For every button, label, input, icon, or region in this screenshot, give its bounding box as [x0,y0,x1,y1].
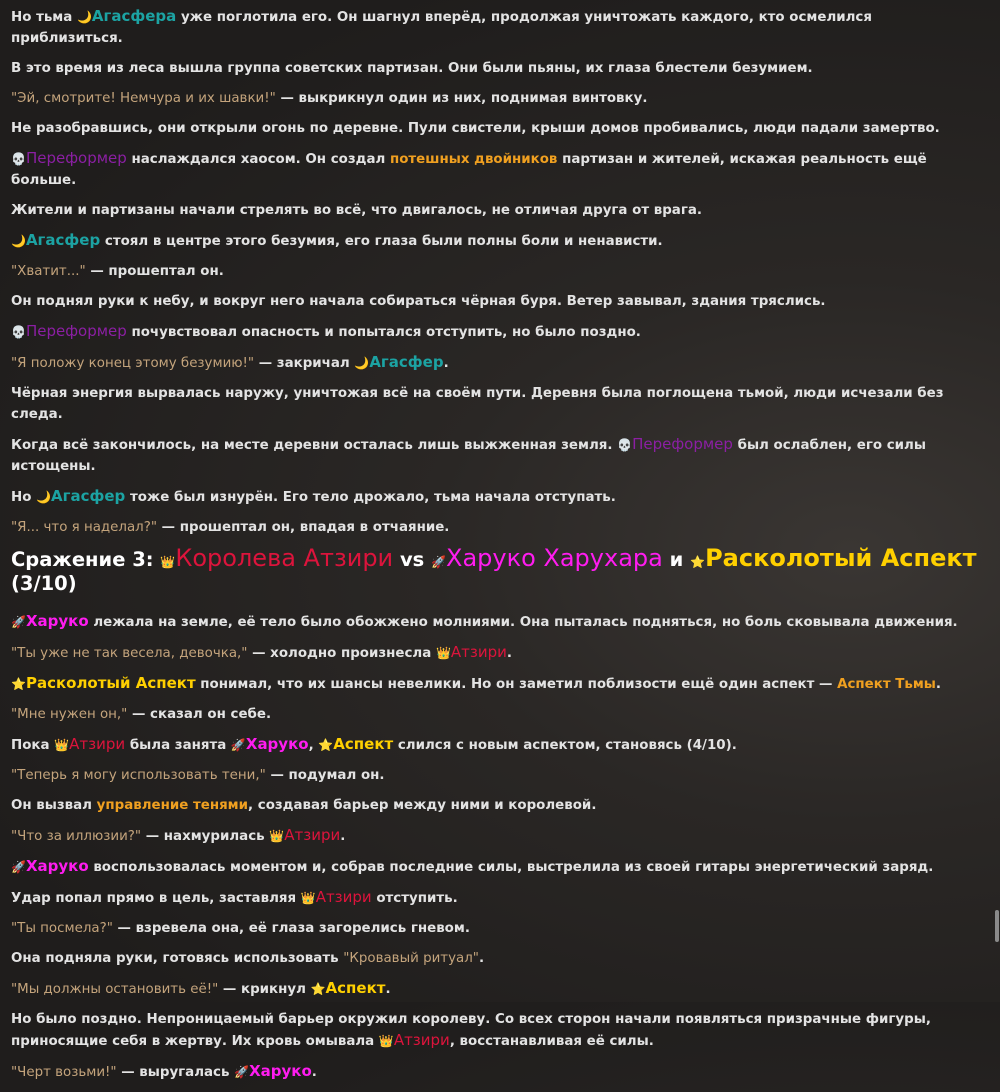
quote: "Мне нужен он," [11,707,128,722]
paragraph: "Хватит..." — прошептал он. [11,264,224,279]
crown-icon: 👑 [378,1034,394,1048]
crown-icon: 👑 [269,829,285,843]
name-agasfer: Агасфера [91,7,177,25]
paragraph: Он вызвал управление тенями, создавая барьер между ними и королевой. [11,798,597,813]
rocket-icon: 🚀 [11,615,26,629]
paragraph: "Эй, смотрите! Немчура и их шавки!" — выкрикнул один из них, поднимая винтовку. [11,91,648,106]
paragraph: Пока 👑Атзири была занята 🚀Харуко, ⭐Аспект слился с новым аспектом, становясь (4/10). [11,735,737,753]
paragraph: 🚀Харуко воспользовалась моментом и, собрав последние силы, выстрелила из своей гитары энергетический заряд. [11,857,934,875]
rocket-icon: 🚀 [11,860,26,874]
paragraph: Чёрная энергия вырвалась наружу, уничтожая всё на своём пути. Деревня была поглощена тьмой, люди исчезали без следа. [11,386,944,422]
paragraph: Жители и партизаны начали стрелять во всё, что двигалось, не отличая друга от врага. [11,203,702,218]
paragraph: Удар попал прямо в цель, заставляя 👑Атзири отступить. [11,888,458,906]
name-haruko: Харуко [249,1062,312,1080]
paragraph: Но тьма 🌙Агасфера уже поглотила его. Он шагнул вперёд, продолжая уничтожать каждого, кто осмелился приблизиться. [11,7,872,46]
crown-icon: 👑 [300,891,316,905]
crown-icon: 👑 [54,738,70,752]
paragraph: "Мне нужен он," — сказал он себе. [11,707,272,722]
battle-count: (3/10) [11,572,77,595]
name-pereforser: Переформер [632,435,733,453]
name-atziri: Атзири [69,735,126,753]
name-queen-atziri: Королева Атзири [175,544,394,572]
name-agasfer: Агасфер [25,231,101,249]
rocket-icon: 🚀 [431,555,447,569]
star-icon: ⭐ [690,555,706,569]
highlight-ritual: "Кровавый ритуал" [343,951,479,966]
quote: "Теперь я могу использовать тени," [11,768,266,783]
name-broken-aspect: Расколотый Аспект [25,674,196,692]
paragraph: 💀Переформер наслаждался хаосом. Он создал потешных двойников партизан и жителей, искажая реальность ещё больше. [11,149,927,188]
name-broken-aspect: Расколотый Аспект [705,544,977,572]
paragraph: Он поднял руки к небу, и вокруг него начала собираться чёрная буря. Ветер завывал, здания тряслись. [11,294,826,309]
paragraph: "Что за иллюзии?" — нахмурилась 👑Атзири. [11,826,346,844]
crown-icon: 👑 [435,646,451,660]
star-icon: ⭐ [310,982,326,996]
moon-icon: 🌙 [36,490,52,504]
star-icon: ⭐ [318,738,334,752]
name-haruko: Харуко [25,612,89,630]
name-aspect: Аспект [325,979,386,997]
paragraph: В это время из леса вышла группа советских партизан. Они были пьяны, их глаза блестели безумием. [11,61,813,76]
star-icon: ⭐ [11,677,26,691]
paragraph: "Мы должны остановить её!" — крикнул ⭐Аспект. [11,979,391,997]
name-haruko: Харуко [25,857,89,875]
paragraph: "Теперь я могу использовать тени," — подумал он. [11,768,385,783]
name-aspect: Аспект [333,735,394,753]
paragraph: Но было поздно. Непроницаемый барьер окружил королеву. Со всех сторон начали появляться призрачные фигуры, приносящие себя в жертву. Их кровь омывала 👑Атзири, восстанавливая её силы. [11,1012,931,1049]
name-atziri: Атзири [450,643,507,661]
name-atziri: Атзири [393,1031,450,1049]
highlight-ability: потешных двойников [389,152,558,167]
name-atziri: Атзири [284,826,341,844]
moon-icon: 🌙 [354,356,370,370]
moon-icon: 🌙 [76,10,92,24]
quote: "Я... что я наделал?" [11,520,158,535]
battle-heading: Сражение 3: 👑Королева Атзири vs 🚀Харуко Харухара и ⭐Расколотый Аспект (3/10) [11,544,977,595]
paragraph: ⭐Расколотый Аспект понимал, что их шансы невелики. Но он заметил поблизости ещё один аспект — Аспект Тьмы. [11,674,942,692]
paragraph: "Ты посмела?" — взревела она, её глаза загорелись гневом. [11,921,470,936]
name-haruko-full: Харуко Харухара [446,544,663,572]
quote: "Черт возьми!" [11,1065,117,1080]
name-pereforser: Переформер [25,322,127,340]
rocket-icon: 🚀 [230,738,246,752]
paragraph: 💀Переформер почувствовал опасность и попытался отступить, но было поздно. [11,322,641,340]
quote: "Ты уже не так весела, девочка," [11,646,248,661]
quote: "Ты посмела?" [11,921,113,936]
paragraph: "Я... что я наделал?" — прошептал он, впадая в отчаяние. [11,520,450,535]
name-agasfer: Агасфер [51,487,126,505]
paragraph: Когда всё закончилось, на месте деревни осталась лишь выжженная земля. 💀Переформер был ослаблен, его силы истощены. [11,435,926,474]
name-haruko: Харуко [245,735,309,753]
quote: "Что за иллюзии?" [11,829,142,844]
moon-icon: 🌙 [11,234,26,248]
quote: "Хватит..." [11,264,86,279]
paragraph: Она подняла руки, готовясь использовать "Кровавый ритуал". [11,951,485,966]
skull-icon: 💀 [11,325,26,339]
paragraph: 🚀Харуко лежала на земле, её тело было обожжено молниями. Она пыталась подняться, но боль сковывала движения. [11,612,958,630]
quote: "Я положу конец этому безумию!" [11,356,255,371]
paragraph: Не разобравшись, они открыли огонь по деревне. Пули свистели, крыши домов пробивались, люди падали замертво. [11,121,940,136]
paragraph: 🌙Агасфер стоял в центре этого безумия, его глаза были полны боли и ненависти. [11,231,663,249]
paragraph: Но 🌙Агасфер тоже был изнурён. Его тело дрожало, тьма начала отступать. [11,487,616,505]
story-text [11,6,986,1092]
skull-icon: 💀 [11,152,26,166]
quote: "Мы должны остановить её!" [11,982,219,997]
highlight-ability: управление тенями [96,798,249,813]
scrollbar-thumb[interactable] [995,910,999,942]
name-pereforser: Переформер [25,149,127,167]
name-agasfer: Агасфер [369,353,444,371]
paragraph: "Я положу конец этому безумию!" — закричал 🌙Агасфер. [11,353,449,371]
name-atziri: Атзири [315,888,372,906]
rocket-icon: 🚀 [234,1065,250,1079]
quote: "Эй, смотрите! Немчура и их шавки!" [11,91,276,106]
skull-icon: 💀 [617,438,633,452]
paragraph: "Черт возьми!" — выругалась 🚀Харуко. [11,1062,317,1080]
crown-icon: 👑 [160,555,176,569]
highlight-aspect: Аспект Тьмы [837,677,936,692]
paragraph: "Ты уже не так весела, девочка," — холодно произнесла 👑Атзири. [11,643,512,661]
